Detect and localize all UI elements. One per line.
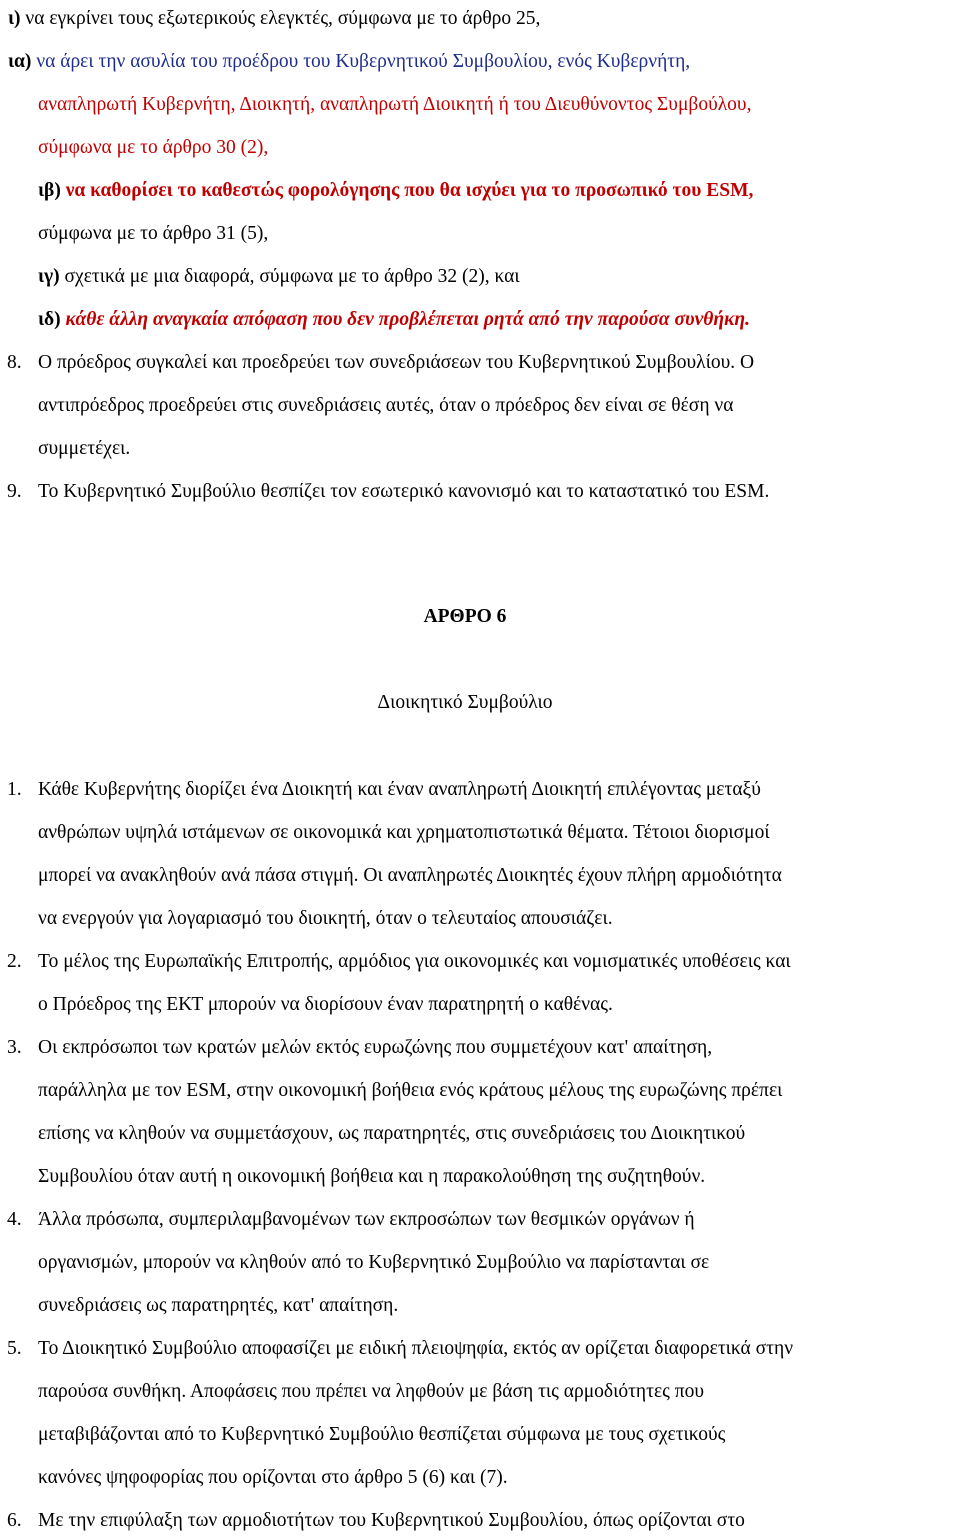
- para3-line: παράλληλα με τον ESM, στην οικονομική βοήθεια ενός κράτους μέλους της ευρωζώνης πρέπει: [38, 1080, 783, 1101]
- para4-line: συνεδριάσεις ως παρατηρητές, κατ' απαίτηση.: [38, 1295, 399, 1316]
- paragraph-number: 3.: [7, 1037, 22, 1058]
- para6-line: Με την επιφύλαξη των αρμοδιοτήτων του Κυβερνητικού Συμβουλίου, όπως ορίζονται στο: [38, 1510, 745, 1531]
- para8-line: αντιπρόεδρος προεδρεύει στις συνεδριάσεις αυτές, όταν ο πρόεδρος δεν είναι σε θέση να: [38, 395, 734, 416]
- para4-line: οργανισμών, μπορούν να κληθούν από το Κυβερνητικό Συμβούλιο να παρίστανται σε: [38, 1252, 710, 1273]
- paragraph-number: 4.: [7, 1209, 22, 1230]
- item-label: ιγ): [38, 266, 60, 287]
- item-text: να άρει την ασυλία του προέδρου του Κυβερνητικού Συμβουλίου, ενός Κυβερνήτη,: [36, 51, 691, 72]
- para5-line: μεταβιβάζονται από το Κυβερνητικό Συμβούλιο θεσπίζεται σύμφωνα με τους σχετικούς: [38, 1424, 726, 1445]
- paragraph-number: 5.: [7, 1338, 22, 1359]
- article-subtitle: Διοικητικό Συμβούλιο: [377, 692, 553, 713]
- item-label: ιδ): [38, 309, 61, 330]
- item-text: σχετικά με μια διαφορά, σύμφωνα με το άρθρο 32 (2), και: [64, 266, 520, 287]
- paragraph-number: 9.: [7, 481, 22, 502]
- para8-line: συμμετέχει.: [38, 438, 131, 459]
- para5-line: κανόνες ψηφοφορίας που ορίζονται στο άρθρο 5 (6) και (7).: [38, 1467, 508, 1488]
- item-ia-continued-2: [38, 136, 268, 160]
- item-text: σύμφωνα με το άρθρο 31 (5),: [38, 223, 269, 244]
- article-title: ΑΡΘΡΟ 6: [423, 606, 507, 627]
- para8-line: Ο πρόεδρος συγκαλεί και προεδρεύει των συνεδριάσεων του Κυβερνητικού Συμβουλίου. Ο: [38, 352, 755, 373]
- para5-line: παρούσα συνθήκη. Αποφάσεις που πρέπει να ληφθούν με βάση τις αρμοδιότητες που: [38, 1381, 704, 1402]
- para1-line: μπορεί να ανακληθούν ανά πάσα στιγμή. Οι αναπληρωτές Διοικητές έχουν πλήρη αρμοδιότητα: [38, 865, 782, 886]
- para3-line: Οι εκπρόσωποι των κρατών μελών εκτός ευρωζώνης που συμμετέχουν κατ' απαίτηση,: [38, 1037, 713, 1058]
- para1-line: να ενεργούν για λογαριασμό του διοικητή, όταν ο τελευταίος απουσιάζει.: [38, 908, 613, 929]
- para1-line: Κάθε Κυβερνήτης διορίζει ένα Διοικητή και έναν αναπληρωτή Διοικητή επιλέγοντας μεταξύ: [38, 779, 761, 800]
- item-text: κάθε άλλη αναγκαία απόφαση που δεν προβλέπεται ρητά από την παρούσα συνθήκη.: [65, 309, 750, 330]
- para4-line: Άλλα πρόσωπα, συμπεριλαμβανομένων των εκπροσώπων των θεσμικών οργάνων ή: [38, 1209, 695, 1230]
- item-text: αναπληρωτή Κυβερνήτη, Διοικητή, αναπληρωτή Διοικητή ή του Διευθύνοντος Συμβούλου,: [38, 94, 752, 115]
- item-ib-continued: [38, 222, 268, 246]
- item-label: ιβ): [38, 180, 61, 201]
- item-text: να εγκρίνει τους εξωτερικούς ελεγκτές, σύμφωνα με το άρθρο 25,: [25, 8, 541, 29]
- para2-line: Το μέλος της Ευρωπαϊκής Επιτροπής, αρμόδιος για οικονομικές και νομισματικές υποθέσεις και: [38, 951, 791, 972]
- para3-line: Συμβουλίου όταν αυτή η οικονομική βοήθεια και η παρακολούθηση της συζητηθούν.: [38, 1166, 706, 1187]
- item-id: [38, 308, 750, 332]
- item-text: σύμφωνα με το άρθρο 30 (2),: [38, 137, 269, 158]
- para1-line: ανθρώπων υψηλά ιστάμενων σε οικονομικά και χρηματοπιστωτικά θέματα. Τέτοιοι διορισμοί: [38, 822, 770, 843]
- paragraph-number: 8.: [7, 352, 22, 373]
- para9-line: Το Κυβερνητικό Συμβούλιο θεσπίζει τον εσωτερικό κανονισμό και το καταστατικό του ESM.: [38, 481, 770, 502]
- paragraph-number: 2.: [7, 951, 22, 972]
- para5-line: Το Διοικητικό Συμβούλιο αποφασίζει με ειδική πλειοψηφία, εκτός αν ορίζεται διαφορετικά στην: [38, 1338, 794, 1359]
- item-ib: [38, 179, 753, 203]
- item-label: ι): [8, 8, 21, 29]
- para3-line: επίσης να κληθούν να συμμετάσχουν, ως παρατηρητές, στις συνεδριάσεις του Διοικητικού: [38, 1123, 746, 1144]
- paragraph-number: 1.: [7, 779, 22, 800]
- item-text: να καθορίσει το καθεστώς φορολόγησης που θα ισχύει για το προσωπικό του ESM,: [65, 180, 754, 201]
- para2-line: ο Πρόεδρος της ΕΚΤ μπορούν να διορίσουν έναν παρατηρητή ο καθένας.: [38, 994, 613, 1015]
- item-label: ια): [8, 51, 32, 72]
- item-ia: [8, 50, 690, 74]
- paragraph-number: 6.: [7, 1510, 22, 1531]
- item-i: [8, 7, 540, 31]
- item-ia-continued: [38, 93, 751, 117]
- item-ig: [38, 265, 520, 289]
